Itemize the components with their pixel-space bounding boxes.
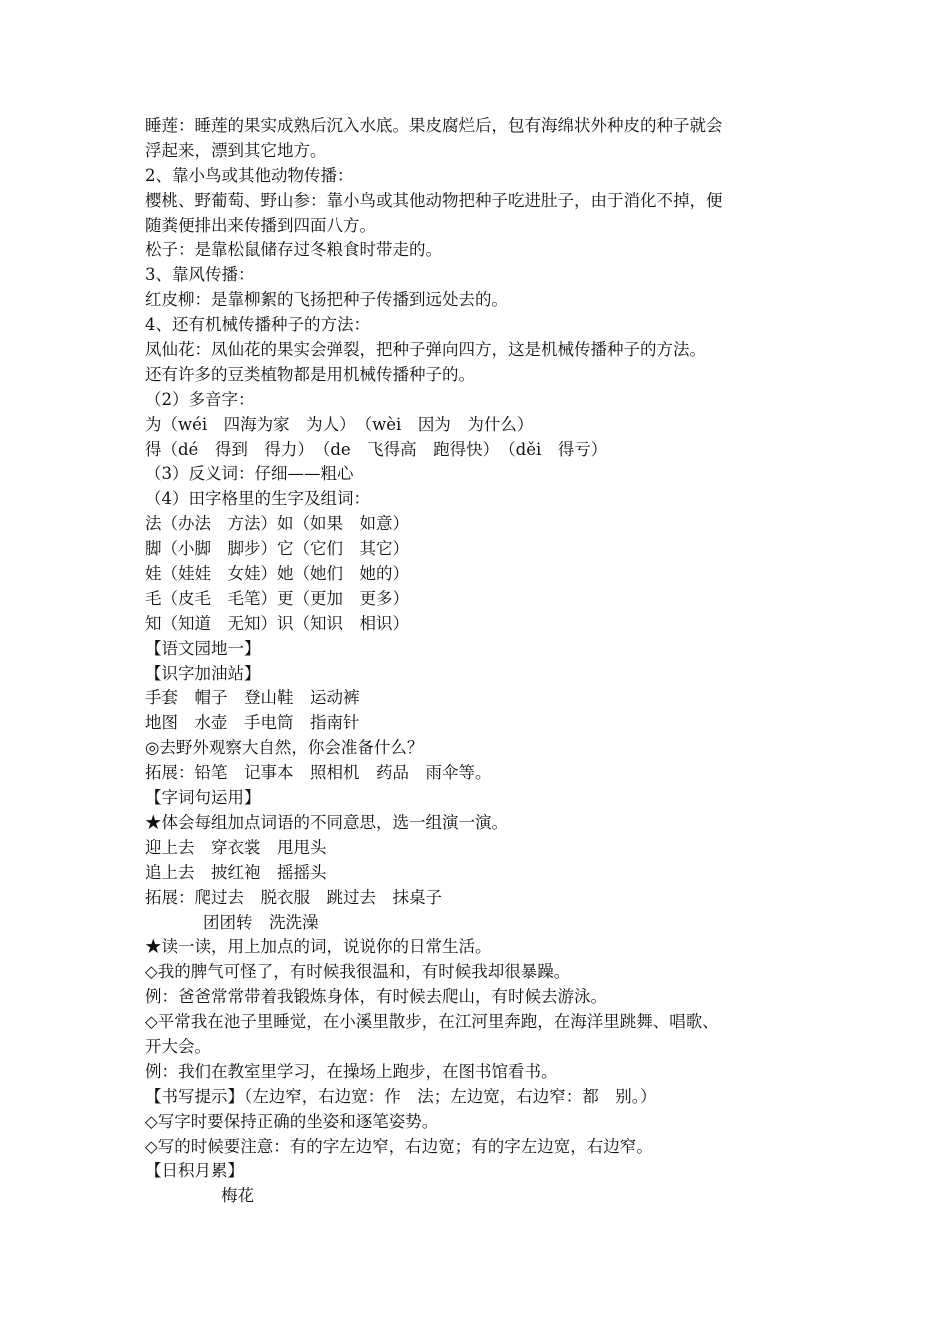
word-group-line: 毛（皮毛 毛笔）更（更加 更多）	[145, 588, 409, 608]
text-line: ◎去野外观察大自然，你会准备什么？	[145, 738, 424, 758]
text-line: ◇写字时要保持正确的坐姿和逐笔姿势。	[145, 1111, 439, 1131]
text-line: 追上去 披红袍 摇摇头	[145, 862, 327, 882]
subsection-heading: （3）反义词：仔细——粗心	[145, 464, 354, 484]
text-line: 浮起来，漂到其它地方。	[145, 140, 327, 160]
text-line: 迎上去 穿衣裳 甩甩头	[145, 837, 327, 857]
word-group-line: 法（办法 方法）如（如果 如意）	[145, 514, 409, 534]
text-line: 随粪便排出来传播到四面八方。	[145, 215, 376, 235]
text-line: 例：爸爸常常带着我锻炼身体，有时候去爬山，有时候去游泳。	[145, 987, 607, 1007]
word-group-line: 娃（娃娃 女娃）她（她们 她的）	[145, 564, 409, 584]
text-line: ★读一读，用上加点的词，说说你的日常生活。	[145, 937, 492, 957]
text-line: 还有许多的豆类植物都是用机械传播种子的。	[145, 364, 475, 384]
text-line: ◇写的时候要注意：有的字左边窄，右边宽；有的字左边宽，右边窄。	[145, 1136, 653, 1156]
bracket-heading: 【识字加油站】	[145, 663, 261, 683]
text-line: 凤仙花：凤仙花的果实会弹裂，把种子弹向四方，这是机械传播种子的方法。	[145, 340, 706, 360]
text-line: ★体会每组加点词语的不同意思，选一组演一演。	[145, 812, 508, 832]
document-body	[145, 114, 815, 1209]
section-heading: 3、靠风传播：	[145, 265, 255, 285]
subsection-heading: （2）多音字：	[145, 389, 255, 409]
text-line: 开大会。	[145, 1036, 211, 1056]
word-group-line: 脚（小脚 脚步）它（它们 其它）	[145, 539, 409, 559]
bracket-heading: 【字词句运用】	[145, 788, 261, 808]
text-line-indented: 团团转 洗洗澡	[203, 912, 319, 932]
text-line: 樱桃、野葡萄、野山参：靠小鸟或其他动物把种子吃进肚子，由于消化不掉，便	[145, 190, 723, 210]
text-line: 拓展：爬过去 脱衣服 跳过去 抹桌子	[145, 887, 442, 907]
text-line: 手套 帽子 登山鞋 运动裤	[145, 688, 360, 708]
text-line: 拓展：铅笔 记事本 照相机 药品 雨伞等。	[145, 763, 492, 783]
text-line: ◇平常我在池子里睡觉，在小溪里散步，在江河里奔跑，在海洋里跳舞、唱歌、	[145, 1012, 719, 1032]
subsection-heading: （4）田字格里的生字及组词：	[145, 489, 370, 509]
polyphone-line: 为（wéi 四海为家 为人） （wèi 因为 为什么）	[145, 414, 534, 434]
polyphone-line: 得（dé 得到 得力） （de 飞得高 跑得快） （děi 得亏）	[145, 439, 608, 459]
text-line: ◇我的脾气可怪了，有时候我很温和，有时候我却很暴躁。	[145, 962, 571, 982]
text-line: 例：我们在教室里学习，在操场上跑步，在图书馆看书。	[145, 1061, 558, 1081]
word-group-line: 知（知道 无知）识（知识 相识）	[145, 613, 409, 633]
poem-title: 梅花	[221, 1186, 254, 1206]
text-line: 红皮柳：是靠柳絮的飞扬把种子传播到远处去的。	[145, 290, 508, 310]
section-heading: 2、靠小鸟或其他动物传播：	[145, 165, 354, 185]
bracket-heading: 【日积月累】	[145, 1161, 244, 1181]
text-line: 地图 水壶 手电筒 指南针	[145, 713, 360, 733]
text-line: 松子：是靠松鼠储存过冬粮食时带走的。	[145, 240, 442, 260]
section-heading: 4、还有机械传播种子的方法：	[145, 315, 370, 335]
text-line: 睡莲：睡莲的果实成熟后沉入水底。果皮腐烂后，包有海绵状外种皮的种子就会	[145, 116, 723, 135]
bracket-heading: 【书写提示】（左边窄，右边宽：作 法；左边宽，右边窄：都 别。）	[145, 1086, 657, 1106]
bracket-heading: 【语文园地一】	[145, 638, 261, 658]
